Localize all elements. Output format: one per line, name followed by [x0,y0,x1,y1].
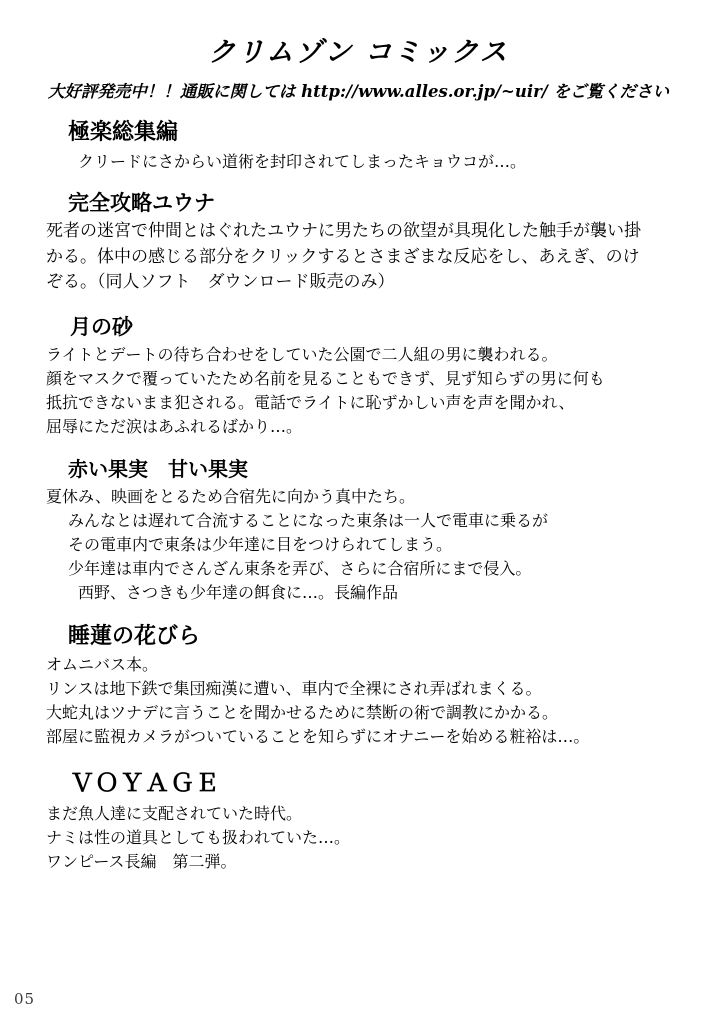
section-body [46,219,671,296]
section-body [46,653,671,749]
body-line: リンスは地下鉄で集団痴漢に遭い、車内で全裸にされ弄ばれまくる。 [46,679,542,699]
body-line: 顔をマスクで覆っていたため名前を見ることもできず、見ず知らずの男に何も [46,368,605,388]
body-line: かる。体中の感じる部分をクリックするとさまざまな反応をし、あえぎ、のけ [46,246,640,267]
section-akai-kajitsu [46,457,671,605]
section-heading: 睡蓮の花びら [68,622,201,649]
body-line: ぞる。（同人ソフト ダウンロード販売のみ） [46,272,395,293]
section-body [46,343,671,439]
section-tsuki-no-suna [46,314,671,439]
body-line: 夏休み、映画をとるため合宿先に向かう真中たち。 [46,486,415,506]
body-line: みんなとは遅れて合流することになった東条は一人で電車に乗るが [68,510,549,530]
body-line: まだ魚人達に支配されていた時代。 [46,803,303,823]
section-suiren-no-hanabira [46,623,671,749]
section-voyage [46,769,671,874]
body-line: ライトとデートの待ち合わせをしていた公園で二人組の男に襲われる。 [46,344,558,364]
body-line: その電車内で東条は少年達に目をつけられてしまう。 [68,534,453,554]
section-heading: 月の砂 [70,313,133,339]
section-heading: 極楽総集編 [68,119,179,146]
body-line: クリードにさからい道術を封印されてしまったキョウコが…。 [78,151,527,171]
body-line: ナミは性の道具としても扱われていた…。 [46,827,351,847]
section-kanzen-kouryaku-yuna [46,190,671,296]
section-heading: ＶＯＹＡＧＥ [70,768,220,798]
section-heading: 完全攻略ユウナ [68,189,215,215]
section-gokuraku [46,119,671,173]
body-line: 少年達は車内でさんざん東条を弄び、さらに合宿所にまで侵入。 [68,558,532,578]
body-line: 部屋に監視カメラがついていることを知らずにオナニーを始める粧裕は…。 [46,727,590,747]
body-line: 西野、さつきも少年達の餌食に…。長編作品 [78,582,399,602]
body-line: 大蛇丸はツナデに言うことを聞かせるために禁断の術で調教にかかる。 [46,703,559,723]
page-title: クリムゾン コミックス [208,37,509,68]
section-heading: 赤い果実 甘い果実 [68,456,248,481]
section-body [46,150,671,174]
section-body [46,802,671,874]
body-line: 死者の迷宮で仲間とはぐれたユウナに男たちの欲望が具現化した触手が襲い掛 [46,221,641,242]
page-subtitle: 大好評発売中！！通販に関しては http://www.alles.or.jp/~uir/ をご覧ください [47,81,670,101]
body-line: オムニバス本。 [46,655,159,675]
body-line: 抵抗できないまま犯される。電話でライトに恥ずかしい声を声を聞かれ、 [46,392,575,412]
body-line: ワンピース長編 第二弾。 [46,851,237,871]
body-line: 屈辱にただ涙はあふれるばかり…。 [46,416,303,436]
section-body [46,485,671,605]
page-number: 05 [14,990,36,1008]
